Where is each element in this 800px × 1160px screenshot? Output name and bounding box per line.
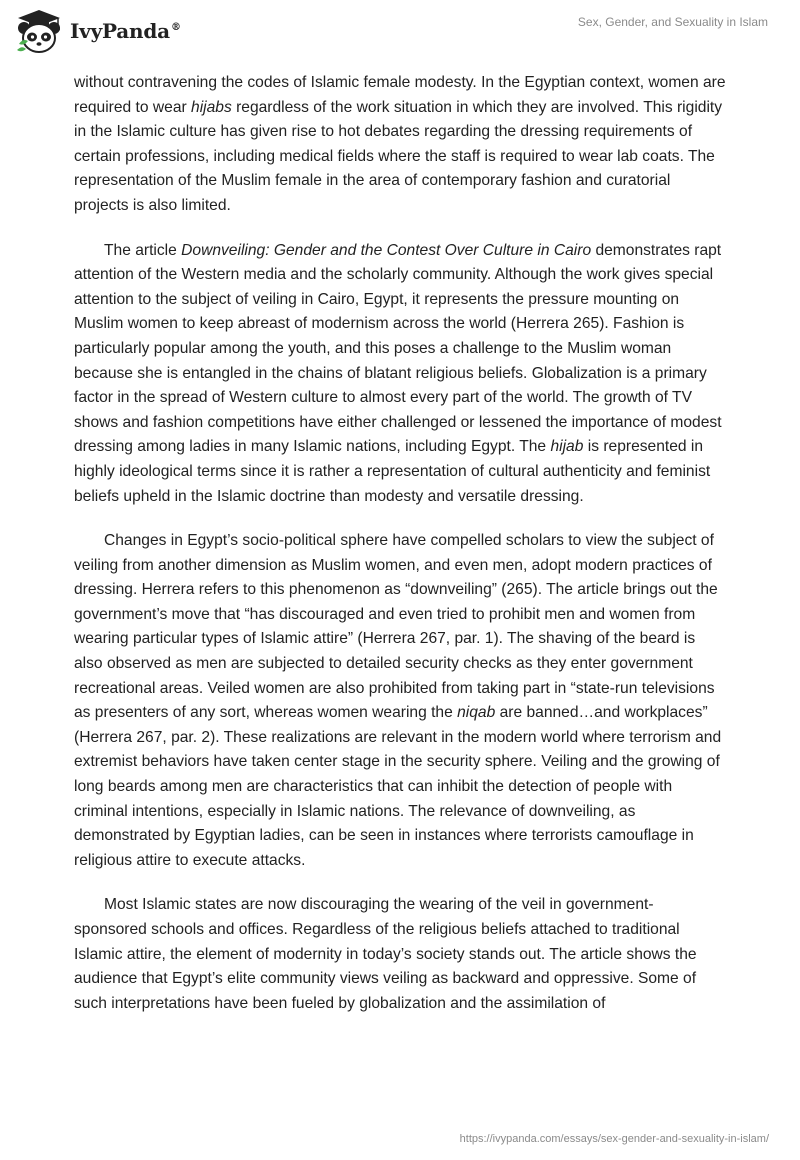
italic-term: hijab xyxy=(550,438,584,456)
text-run: is represented in highly ideological terms since it is rather a representation of cultural authenticity and feminist beliefs upheld in the Islamic doctrine than modesty and versatile dressing. xyxy=(74,438,711,505)
text-run: without contravening the codes of Islamic female modesty. In the Egyptian context, women are required to wear xyxy=(74,74,726,116)
panda-graduate-icon xyxy=(14,8,64,54)
essay-body xyxy=(74,71,726,1036)
document-title: Sex, Gender, and Sexuality in Islam xyxy=(577,15,768,29)
paragraph xyxy=(74,893,726,1016)
page-header xyxy=(0,0,800,70)
text-run: demonstrates rapt attention of the Western media and the scholarly community. Although the work gives special attention to the subject of veiling in Cairo, Egypt, it represents the pressure mounting on Muslim women to keep abreast of modernism across the world (Herrera 265). Fashion is particularly popular among the youth, and this poses a challenge to the Muslim woman because she is entangled in the chains of blatant religious beliefs. Globalization is a primary factor in the spread of Western culture to almost every part of the world. The growth of TV shows and fashion competitions have either challenged or lessened the importance of modest dressing among ladies in many Islamic nations, including Egypt. The xyxy=(74,241,722,456)
text-run: regardless of the work situation in which they are involved. This rigidity in the Islamic culture has given rise to hot debates regarding the dressing requirements of certain professions, including medical fields where the staff is required to wear lab coats. The representation of the Muslim female in the area of contemporary fashion and curatorial projects is also limited. xyxy=(74,98,723,214)
paragraph xyxy=(74,529,726,873)
text-run: are banned…and workplaces” (Herrera 267, par. 2). These realizations are relevant in the modern world where terrorism and extremist behaviors have taken center stage in the security sphere. Veiling and the growing of long beards among men are characteristics that can inhibit the detection of people with criminal intentions, especially in Islamic nations. The relevance of downveiling, as demonstrated by Egyptian ladies, can be seen in instances where terrorists camouflage in religious attire to execute attacks. xyxy=(74,704,722,869)
text-run: Most Islamic states are now discouraging the wearing of the veil in government-sponsored schools and offices. Regardless of the religious beliefs attached to traditional Islamic attire, the element of modernity in today’s society stands out. The article shows the audience that Egypt’s elite community views veiling as backward and oppressive. Some of such interpretations have been fueled by globalization and the assimilation of xyxy=(74,896,697,1012)
paragraph xyxy=(74,239,726,510)
source-url[interactable]: https://ivypanda.com/essays/sex-gender-and-sexuality-in-islam/ xyxy=(459,1133,769,1145)
site-logo[interactable] xyxy=(14,8,181,54)
italic-term: niqab xyxy=(457,704,496,722)
italic-term: hijabs xyxy=(191,98,232,116)
paragraph xyxy=(74,71,726,219)
text-run: Changes in Egypt’s socio-political sphere have compelled scholars to view the subject of veiling from another dimension as Muslim women, and even men, adopt modern practices of dressing. Herrera refers to this phenomenon as “downveiling” (265). The article brings out the government’s move that “has discouraged and even tried to prohibit men and women from wearing particular types of Islamic attire” (Herrera 267, par. 1). The shaving of the beard is also observed as men are subjected to detailed security checks as they enter government recreational areas. Veiled women are also prohibited from taking part in “state-run televisions as presenters of any sort, whereas women wearing the xyxy=(74,532,718,722)
italic-term: Downveiling: Gender and the Contest Over Culture in Cairo xyxy=(181,241,592,259)
text-run: The article xyxy=(104,241,182,259)
logo-text: IvyPanda® xyxy=(70,19,181,43)
